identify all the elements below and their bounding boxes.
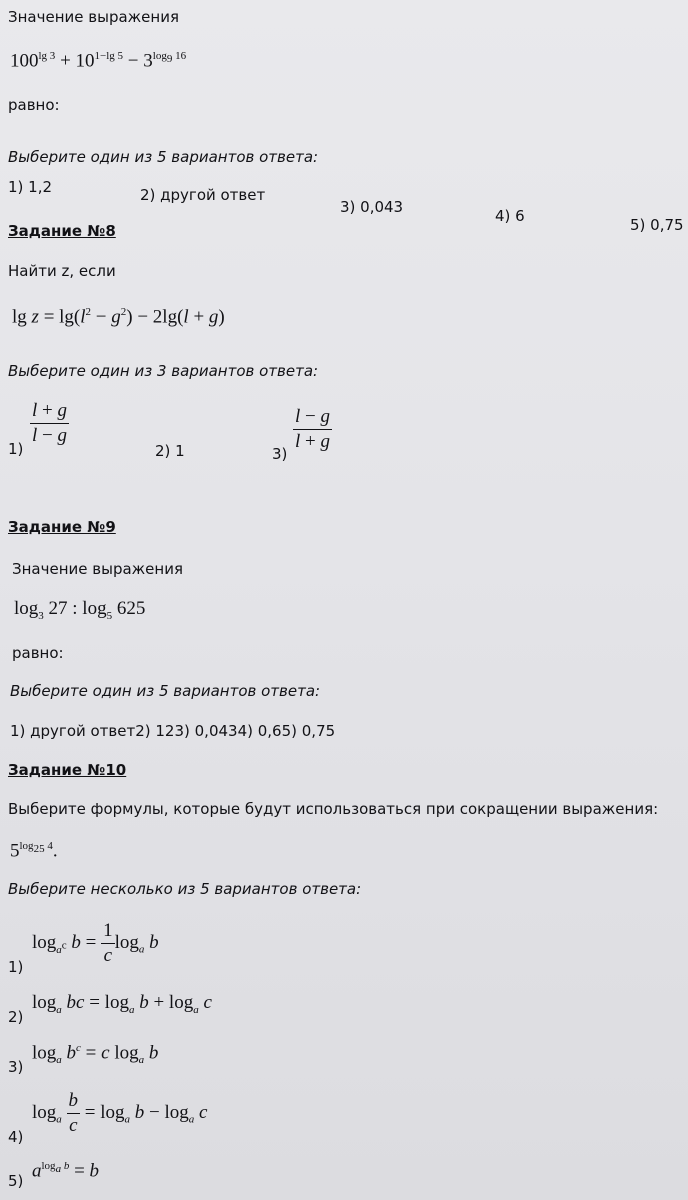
- task9-choose: Выберите один из 5 вариантов ответа:: [10, 682, 321, 700]
- task10-formula-4: $\log_a$ $\frac{b}{c}$ = $\log_a b - \log_a c$: [32, 1090, 208, 1136]
- task10-choose: Выберите несколько из 5 вариантов ответа:: [8, 880, 362, 898]
- task9-intro: Значение выражения: [12, 560, 183, 578]
- task8-equation: $\lg z = \lg(l^2 - g^2) - 2\lg(l + g)$: [12, 306, 225, 328]
- task8-prompt: Найти z, если: [8, 262, 116, 280]
- task10-formula-5: $a^{log_a b} = b$: [32, 1160, 100, 1182]
- task9-expression: $\log_3 27$ : $\log_5 625$: [14, 598, 146, 622]
- task7-option-4[interactable]: 4) 6: [495, 207, 525, 225]
- task10-option-2-label[interactable]: 2): [8, 1008, 24, 1026]
- task10-formula-1: $\log_{a^c} b$ = $\frac{1}{c}$ $\log_a b$: [32, 920, 159, 966]
- task10-expression: $5^{log_{25} 4}$.: [10, 840, 58, 862]
- task10-option-4-label[interactable]: 4): [8, 1128, 24, 1146]
- task9-equals: равно:: [12, 644, 64, 662]
- task8-option-3-fraction: $\frac{l - g}{l + g}$: [295, 406, 330, 452]
- task10-option-5-label[interactable]: 5): [8, 1172, 24, 1190]
- task7-option-3[interactable]: 3) 0,043: [340, 198, 404, 216]
- task7-expression: $100^{lg 3} + 10^{1-lg 5} - 3^{log_9 16}$: [10, 50, 187, 72]
- task10-option-1-label[interactable]: 1): [8, 958, 24, 976]
- task8-option-1-label[interactable]: 1): [8, 440, 24, 458]
- task8-option-2[interactable]: 2) 1: [155, 442, 185, 460]
- task7-option-1[interactable]: 1) 1,2: [8, 178, 53, 196]
- task8-option-3-label[interactable]: 3): [272, 445, 288, 463]
- task7-choose: Выберите один из 5 вариантов ответа:: [8, 148, 319, 166]
- task10-prompt: Выберите формулы, которые будут использоваться при сокращении выражения:: [8, 800, 659, 818]
- task10-formula-2: $\log_a$ bc = $\log_a b + \log_a c$: [32, 992, 212, 1016]
- task7-equals: равно:: [8, 96, 60, 114]
- task10-header: Задание №10: [8, 761, 127, 779]
- task8-choose: Выберите один из 3 вариантов ответа:: [8, 362, 319, 380]
- task7-option-2[interactable]: 2) другой ответ: [140, 186, 266, 204]
- task8-option-1-fraction: $\frac{l + g}{l - g}$: [32, 400, 67, 446]
- task9-options[interactable]: 1) другой ответ2) 123) 0,0434) 0,65) 0,75: [10, 722, 336, 740]
- task7-option-5[interactable]: 5) 0,75: [630, 216, 684, 234]
- task10-option-3-label[interactable]: 3): [8, 1058, 24, 1076]
- task8-header: Задание №8: [8, 222, 116, 240]
- task7-intro: Значение выражения: [8, 8, 179, 26]
- task9-header: Задание №9: [8, 518, 116, 536]
- task10-formula-3: $\log_a b^c = c$ $\log_a b$: [32, 1042, 159, 1067]
